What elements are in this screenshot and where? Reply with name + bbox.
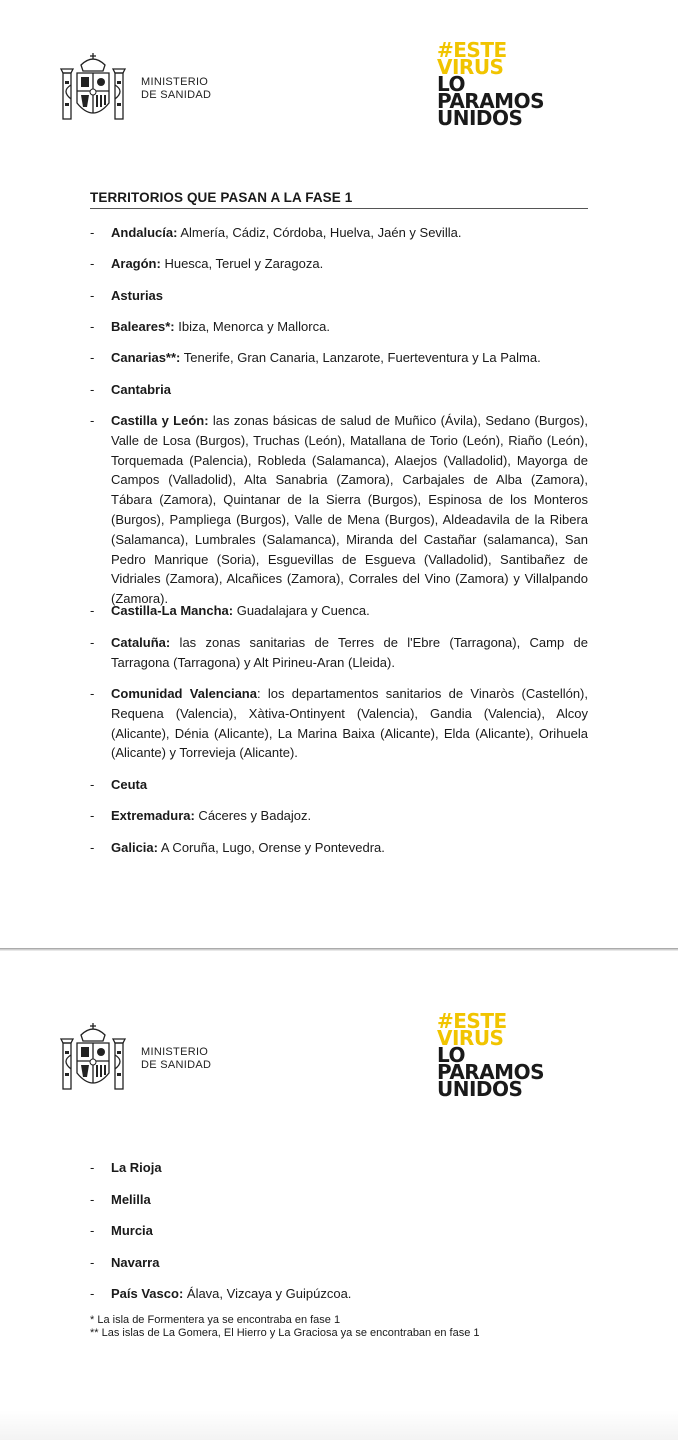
region-detail: Guadalajara y Cuenca. [233, 603, 370, 618]
region-name: Castilla y León: [111, 413, 209, 428]
slogan-line-4: PARAMOS [437, 89, 544, 113]
ministry-logo [57, 51, 227, 127]
spain-coat-of-arms-icon [57, 1021, 129, 1097]
bullet-dash: - [90, 256, 95, 271]
page-bottom-shadow [0, 1410, 678, 1440]
bullet-dash: - [90, 777, 95, 792]
slogan-line-2: VIRUS [437, 1026, 504, 1050]
bullet-dash: - [90, 382, 95, 397]
region-name: Comunidad Valenciana [111, 686, 257, 701]
ministry-line-1: MINISTERIO [141, 76, 209, 88]
region-detail: Tenerife, Gran Canaria, Lanzarote, Fuerteventura y La Palma. [180, 350, 541, 365]
list-item [90, 1284, 588, 1304]
list-item [90, 380, 588, 400]
slogan-line-2: VIRUS [437, 55, 504, 79]
region-name: Baleares*: [111, 319, 175, 334]
document-page-2 [0, 951, 678, 1440]
list-item [90, 254, 588, 274]
list-item [90, 806, 588, 826]
region-detail: Cáceres y Badajoz. [194, 808, 312, 823]
region-name: Melilla [111, 1192, 151, 1207]
list-item [90, 633, 588, 673]
list-item [90, 1253, 588, 1273]
list-item [90, 1221, 588, 1241]
region-name: Navarra [111, 1255, 160, 1270]
ministry-line-1: MINISTERIO [141, 1046, 209, 1058]
list-item [90, 1190, 588, 1210]
list-item [90, 317, 588, 337]
bullet-dash: - [90, 635, 95, 650]
region-name: Ceuta [111, 777, 148, 792]
slogan-line-1: #ESTE [437, 1009, 507, 1033]
bullet-dash: - [90, 1223, 95, 1238]
slogan-line-5: UNIDOS [437, 1077, 523, 1101]
region-name: Cantabria [111, 382, 171, 397]
region-detail: las zonas básicas de salud de Muñico (Ávila), Sedano (Burgos), Valle de Losa (Burgos), Truchas (León), Matallana de Torio (León), Riaño (León), Torquemada (Palencia), Robleda (Salamanca), Alaejos (Valladolid), Mayorga de Campos (Valladolid), Alta Sanabria (Zamora), Carbajales de Alba (Zamora), Tábara (Zamora), Quintanar de la Sierra (Burgos), Espinosa de los Monteros (Burgos), Pampliega (Burgos), Valle de Mena (Burgos), Aldeadavila de la Ribera (Salamanca), Lumbrales (Salamanca), Miranda del Castañar (salamanca), San Pedro Manrique (Soria), Esguevillas de Esgueva (Valladolid), Santibañez de Vidriales (Zamora), Alcañices (Zamora), Corrales del Vino (Zamora) y Villalpando (Zamora). [111, 413, 589, 607]
list-item [90, 223, 588, 243]
list-item [90, 1158, 588, 1178]
campaign-slogan-logo [437, 1009, 577, 1101]
region-name: La Rioja [111, 1160, 162, 1175]
bullet-dash: - [90, 413, 95, 428]
ministry-name [141, 1046, 211, 1072]
region-name: Cataluña: [111, 635, 171, 650]
list-item [90, 286, 588, 306]
region-name: Galicia: [111, 840, 158, 855]
list-item [90, 348, 588, 368]
bullet-dash: - [90, 288, 95, 303]
region-detail: Huesca, Teruel y Zaragoza. [160, 256, 324, 271]
region-name: Aragón: [111, 256, 161, 271]
slogan-line-1: #ESTE [437, 38, 507, 62]
footnote-canarias: ** Las islas de La Gomera, El Hierro y La Graciosa ya se encontraban en fase 1 [90, 1327, 480, 1339]
section-title: TERRITORIOS QUE PASAN A LA FASE 1 [90, 190, 588, 209]
list-item [90, 601, 588, 621]
bullet-dash: - [90, 225, 95, 240]
bullet-dash: - [90, 603, 95, 618]
slogan-line-5: UNIDOS [437, 106, 523, 130]
campaign-slogan-logo [437, 38, 577, 130]
region-detail: las zonas sanitarias de Terres de l'Ebre (Tarragona), Camp de Tarragona (Tarragona) y Alt Pirineu-Aran (Lleida). [111, 635, 588, 670]
list-item [90, 411, 588, 609]
list-item [90, 838, 588, 858]
region-detail: A Coruña, Lugo, Orense y Pontevedra. [157, 840, 385, 855]
region-name: Canarias**: [111, 350, 181, 365]
ministry-logo [57, 1021, 227, 1097]
ministry-line-2: DE SANIDAD [141, 89, 212, 101]
slogan-line-4: PARAMOS [437, 1060, 544, 1084]
region-name: Asturias [111, 288, 164, 303]
slogan-line-3: LO [437, 1043, 466, 1067]
bullet-dash: - [90, 1286, 95, 1301]
region-name: Extremadura: [111, 808, 195, 823]
bullet-dash: - [90, 319, 95, 334]
ministry-line-2: DE SANIDAD [141, 1059, 212, 1071]
region-detail: : los departamentos sanitarios de Vinaròs (Castellón), Requena (Valencia), Xàtiva-Ontinyent (Valencia), Gandia (Valencia), Alcoy (Alicante), Dénia (Alicante), La Marina Baixa (Alicante), Elda (Alicante), Orihuela (Alicante) y Torrevieja (Alicante). [111, 686, 588, 761]
list-item [90, 684, 588, 763]
bullet-dash: - [90, 808, 95, 823]
spain-coat-of-arms-icon [57, 51, 129, 127]
region-detail: Ibiza, Menorca y Mallorca. [174, 319, 330, 334]
slogan-line-3: LO [437, 72, 466, 96]
region-name: Murcia [111, 1223, 153, 1238]
bullet-dash: - [90, 1160, 95, 1175]
list-item [90, 775, 588, 795]
footnote-formentera: * La isla de Formentera ya se encontraba en fase 1 [90, 1314, 341, 1326]
region-name: Andalucía: [111, 225, 178, 240]
bullet-dash: - [90, 1192, 95, 1207]
bullet-dash: - [90, 1255, 95, 1270]
bullet-dash: - [90, 686, 95, 701]
region-name: País Vasco: [111, 1286, 184, 1301]
region-name: Castilla-La Mancha: [111, 603, 234, 618]
ministry-name [141, 76, 211, 102]
bullet-dash: - [90, 350, 95, 365]
bullet-dash: - [90, 840, 95, 855]
region-detail: Álava, Vizcaya y Guipúzcoa. [183, 1286, 352, 1301]
region-detail: Almería, Cádiz, Córdoba, Huelva, Jaén y Sevilla. [177, 225, 462, 240]
